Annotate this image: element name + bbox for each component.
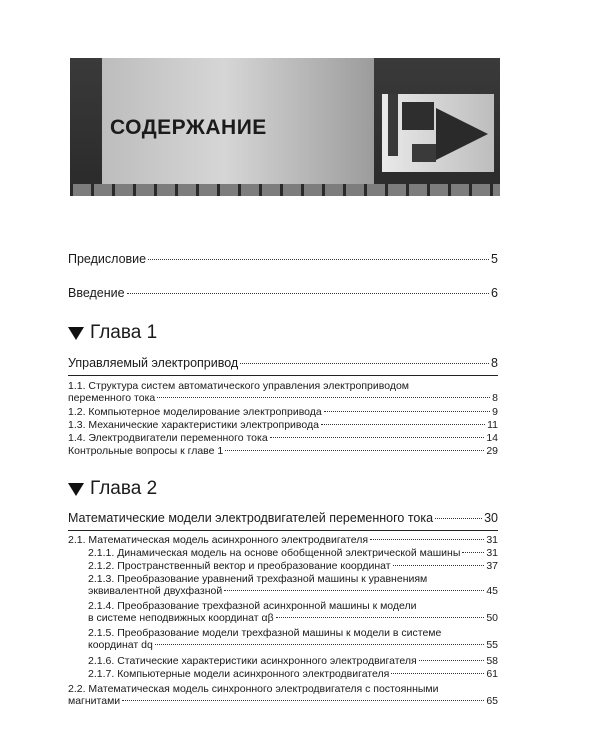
toc-label: 2.1. Математическая модель асинхронного электродвигателя — [68, 534, 369, 546]
leader-dots — [148, 259, 489, 260]
toc-page: 37 — [486, 560, 498, 572]
toc-entry[interactable] — [68, 683, 498, 707]
toc-page: 31 — [486, 547, 498, 559]
decor-play-triangle — [436, 108, 488, 160]
toc-entry[interactable] — [88, 573, 498, 597]
section-divider — [68, 530, 498, 531]
toc-page: 8 — [491, 356, 498, 370]
banner-decoration — [382, 94, 494, 172]
toc-entry[interactable] — [68, 445, 498, 457]
leader-dots — [224, 590, 484, 591]
decor-block-small — [412, 144, 436, 162]
toc-label: 1.4. Электродвигатели переменного тока — [68, 432, 268, 444]
toc-label: Математические модели электродвигателей переменного тока — [68, 511, 434, 525]
leader-dots — [276, 617, 485, 618]
toc-label: 2.1.2. Пространственный вектор и преобразование координат — [88, 560, 391, 572]
toc-label-line1: 1.1. Структура систем автоматического управления электроприводом — [68, 380, 410, 392]
leader-dots — [324, 411, 490, 412]
toc-label: 2.1.1. Динамическая модель на основе обобщенной электрической машины — [88, 547, 461, 559]
toc-page: 9 — [492, 406, 498, 418]
toc-page: 55 — [486, 639, 498, 651]
toc-label-line1: 2.1.3. Преобразование уравнений трехфазной машины к уравнениям — [88, 573, 428, 585]
toc-label-line2: в системе неподвижных координат αβ — [88, 612, 274, 624]
toc-label-line1: 2.1.4. Преобразование трехфазной асинхронной машины к модели — [88, 600, 417, 612]
toc-section-1[interactable] — [68, 356, 498, 370]
section-divider — [68, 375, 498, 376]
toc-label: Введение — [68, 286, 125, 300]
banner-film-strip — [70, 184, 500, 196]
toc-page: 30 — [484, 511, 498, 525]
triangle-bullet-icon — [68, 327, 84, 340]
chapter-1-heading — [68, 322, 157, 344]
toc-section-2[interactable] — [68, 511, 498, 525]
toc-label-line2: переменного тока — [68, 392, 156, 404]
leader-dots — [321, 424, 485, 425]
toc-label: Контрольные вопросы к главе 1 — [68, 445, 224, 457]
leader-dots — [155, 644, 485, 645]
toc-entry[interactable] — [68, 406, 498, 418]
header-banner — [70, 58, 500, 196]
toc-entry[interactable] — [88, 560, 498, 572]
leader-dots — [225, 450, 484, 451]
leader-dots — [127, 293, 489, 294]
toc-entry[interactable] — [88, 547, 498, 559]
toc-entry-introduction[interactable] — [68, 286, 498, 300]
toc-page: 58 — [486, 655, 498, 667]
toc-entry[interactable] — [88, 627, 498, 651]
toc-label-line1: 2.2. Математическая модель синхронного электродвигателя с постоянными — [68, 683, 439, 695]
toc-page: 14 — [486, 432, 498, 444]
toc-label: Управляемый электропривод — [68, 356, 239, 370]
leader-dots — [393, 565, 485, 566]
toc-label: 2.1.7. Компьютерные модели асинхронного электродвигателя — [88, 668, 390, 680]
toc-entry[interactable] — [68, 380, 498, 404]
toc-label-line2: магнитами — [68, 695, 121, 707]
toc-entry[interactable] — [88, 668, 498, 680]
toc-entry[interactable] — [88, 655, 498, 667]
leader-dots — [270, 437, 485, 438]
toc-entry-preface[interactable] — [68, 252, 498, 266]
toc-page: 6 — [491, 286, 498, 300]
leader-dots — [122, 700, 484, 701]
leader-dots — [370, 539, 484, 540]
decor-block — [402, 102, 434, 130]
leader-dots — [391, 673, 484, 674]
toc-label-line1: 2.1.5. Преобразование модели трехфазной машины к модели в системе — [88, 627, 442, 639]
toc-page: 61 — [486, 668, 498, 680]
toc-entry[interactable] — [68, 534, 498, 546]
toc-page: 5 — [491, 252, 498, 266]
toc-page: 31 — [486, 534, 498, 546]
toc-page: 45 — [486, 585, 498, 597]
leader-dots — [240, 363, 489, 364]
decor-bar — [388, 94, 398, 156]
triangle-bullet-icon — [68, 483, 84, 496]
toc-label: 1.2. Компьютерное моделирование электропривода — [68, 406, 322, 418]
toc-page: 8 — [492, 392, 498, 404]
toc-entry[interactable] — [68, 432, 498, 444]
leader-dots — [462, 552, 484, 553]
leader-dots — [419, 660, 485, 661]
toc-page: 50 — [486, 612, 498, 624]
leader-dots — [435, 518, 482, 519]
toc-page: 29 — [486, 445, 498, 457]
chapter-title: Глава 2 — [90, 478, 158, 499]
toc-label: 2.1.6. Статические характеристики асинхронного электродвигателя — [88, 655, 417, 667]
page-title: СОДЕРЖАНИЕ — [110, 116, 267, 139]
toc-label: Предисловие — [68, 252, 147, 266]
chapter-2-heading — [68, 478, 157, 500]
toc-page: 65 — [486, 695, 498, 707]
toc-page: 11 — [487, 419, 498, 431]
toc-label: 1.3. Механические характеристики электропривода — [68, 419, 319, 431]
toc-label-line2: эквивалентной двухфазной — [88, 585, 223, 597]
leader-dots — [157, 397, 490, 398]
toc-entry[interactable] — [88, 600, 498, 624]
chapter-title: Глава 1 — [90, 322, 158, 343]
toc-label-line2: координат dq — [88, 639, 153, 651]
toc-entry[interactable] — [68, 419, 498, 431]
